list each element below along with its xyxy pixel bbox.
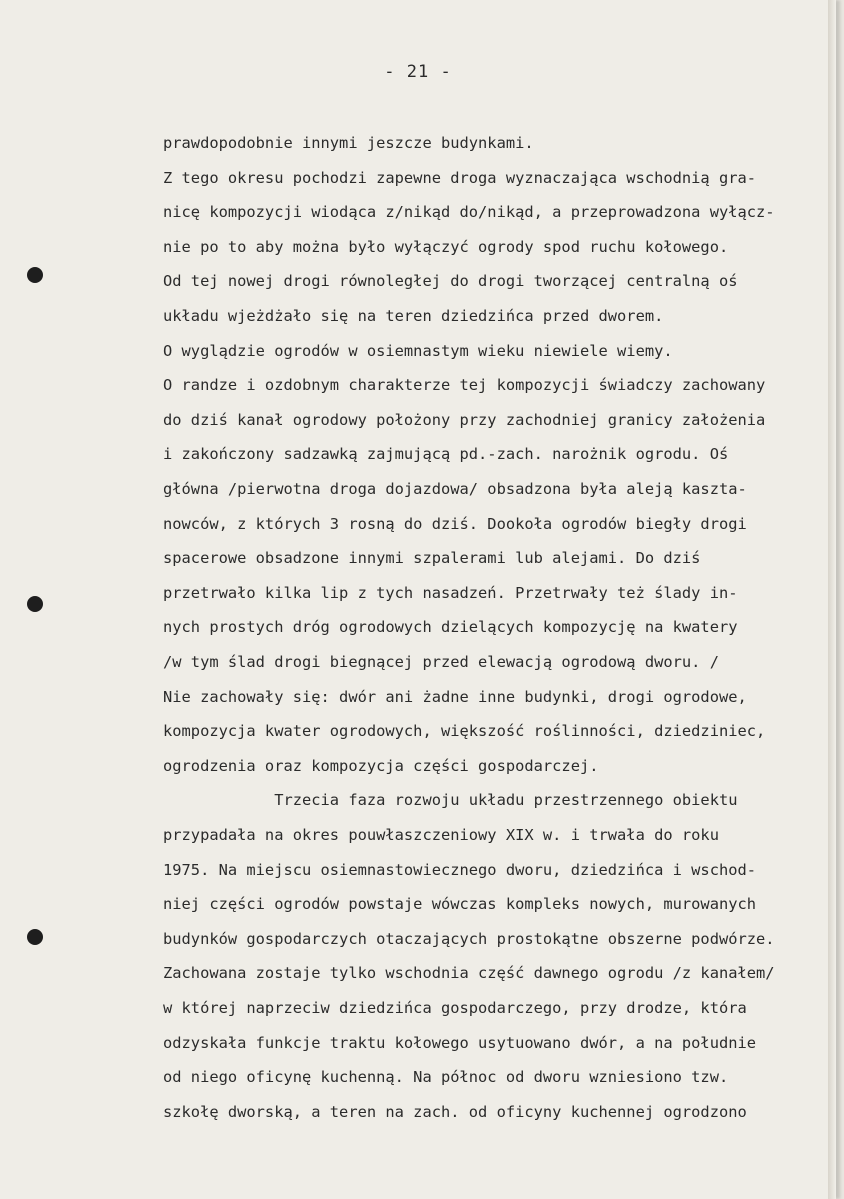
text-line: Nie zachowały się: dwór ani żadne inne budynki, drogi ogrodowe,	[163, 687, 747, 706]
text-line: Zachowana zostaje tylko wschodnia część dawnego ogrodu /z kanałem/	[163, 964, 775, 983]
text-line: O wyglądzie ogrodów w osiemnastym wieku niewiele wiemy.	[163, 341, 673, 360]
text-line: kompozycja kwater ogrodowych, większość roślinności, dziedziniec,	[163, 722, 766, 741]
text-line: nie po to aby można było wyłączyć ogrody spod ruchu kołowego.	[163, 237, 729, 256]
text-line: O randze i ozdobnym charakterze tej kompozycji świadczy zachowany	[163, 376, 766, 395]
page-number: - 21 -	[384, 62, 452, 82]
text-line: Z tego okresu pochodzi zapewne droga wyznaczająca wschodnią gra-	[163, 168, 757, 187]
text-line: Od tej nowej drogi równoległej do drogi tworzącej centralną oś	[163, 272, 738, 291]
text-line: niej części ogrodów powstaje wówczas kompleks nowych, murowanych	[163, 895, 757, 914]
text-line: przypadała na okres pouwłaszczeniowy XIX w. i trwała do roku	[163, 826, 719, 844]
punch-hole	[27, 267, 43, 283]
text-line: układu wjeżdżało się na teren dziedzińca przed dworem.	[163, 307, 664, 325]
text-line: przetrwało kilka lip z tych nasadzeń. Przetrwały też ślady in-	[163, 583, 738, 602]
text-line: nicę kompozycji wiodąca z/nikąd do/nikąd, a przeprowadzona wyłącz-	[163, 203, 775, 222]
text-line: prawdopodobnie innymi jeszcze budynkami.	[163, 134, 534, 152]
punch-hole	[27, 929, 43, 945]
text-line: nych prostych dróg ogrodowych dzielących kompozycję na kwatery	[163, 618, 738, 637]
text-line: i zakończony sadzawką zajmującą pd.-zach. narożnik ogrodu. Oś	[163, 445, 729, 464]
text-line: 1975. Na miejscu osiemnastowiecznego dworu, dziedzińca i wschod-	[163, 860, 757, 879]
text-line: Trzecia faza rozwoju układu przestrzennego obiektu	[163, 791, 738, 810]
text-line: główna /pierwotna droga dojazdowa/ obsadzona była aleją kaszta-	[163, 480, 747, 498]
text-line: od niego oficynę kuchenną. Na północ od dworu wzniesiono tzw.	[163, 1068, 729, 1087]
punch-hole	[27, 596, 43, 612]
text-line: szkołę dworską, a teren na zach. od oficyny kuchennej ogrodzono	[163, 1102, 747, 1121]
text-line: do dziś kanał ogrodowy położony przy zachodniej granicy założenia	[163, 410, 766, 429]
paper-edge	[828, 0, 836, 1199]
text-line: spacerowe obsadzone innymi szpalerami lub alejami. Do dziś	[163, 549, 701, 568]
text-line: ogrodzenia oraz kompozycja części gospodarczej.	[163, 756, 599, 775]
text-line: budynków gospodarczych otaczających prostokątne obszerne podwórze.	[163, 929, 775, 948]
text-line: odzyskała funkcje traktu kołowego usytuowano dwór, a na południe	[163, 1033, 757, 1052]
text-line: /w tym ślad drogi biegnącej przed elewacją ogrodową dworu. /	[163, 653, 719, 671]
text-line: nowców, z których 3 rosną do dziś. Dookoła ogrodów biegły drogi	[163, 514, 747, 533]
text-line: w której naprzeciw dziedzińca gospodarczego, przy drodze, która	[163, 999, 747, 1017]
